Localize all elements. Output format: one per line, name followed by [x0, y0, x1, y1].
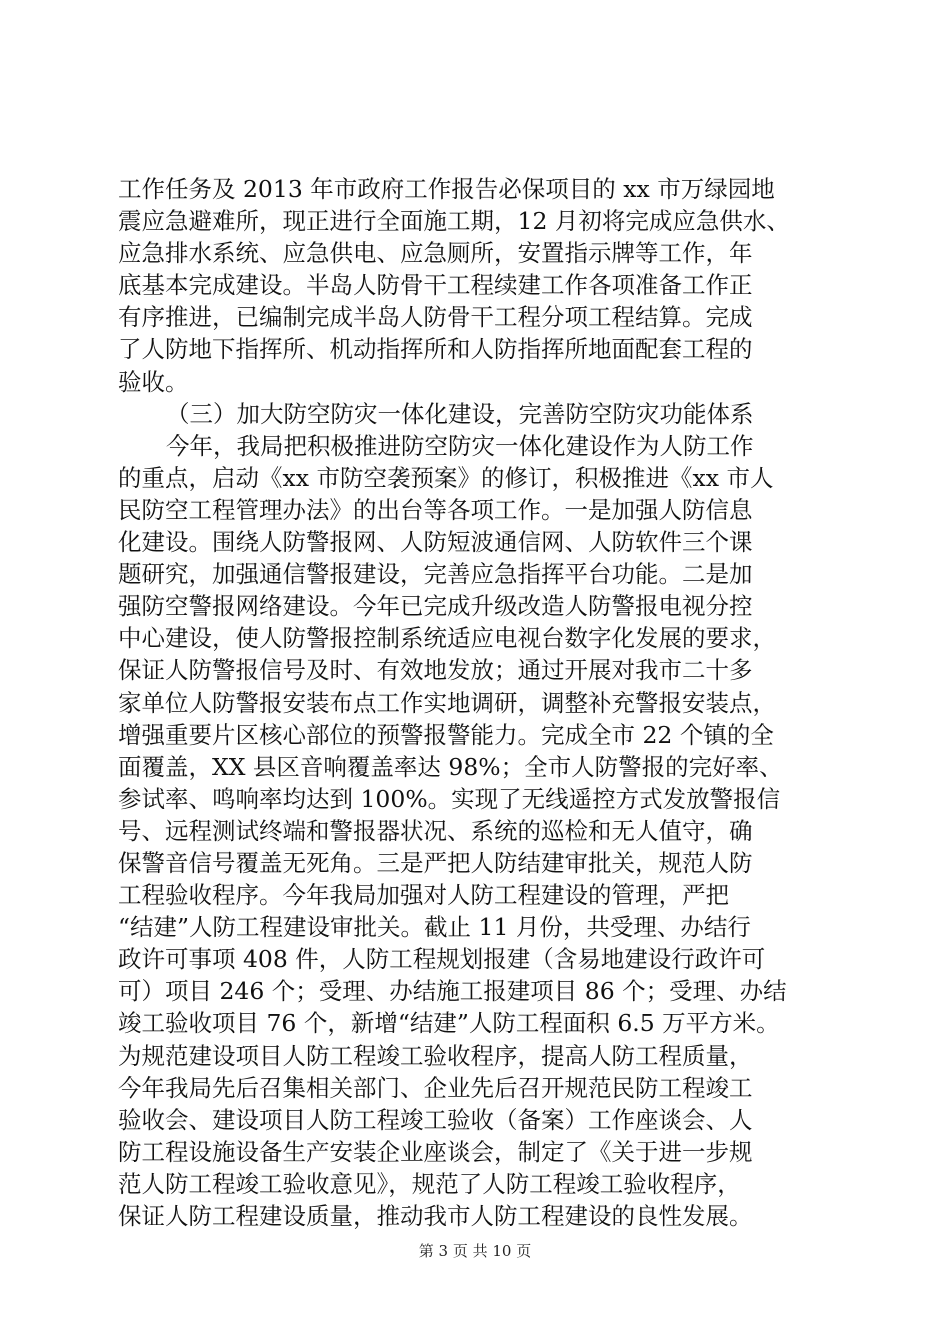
section-heading: （三）加大防空防灾一体化建设，完善防空防灾功能体系 [166, 399, 754, 428]
text-line: 有序推进，已编制完成半岛人防骨干工程分项工程结算。完成 [118, 303, 753, 332]
text-line: 验收会、建设项目人防工程竣工验收（备案）工作座谈会、人 [118, 1105, 753, 1134]
text-line: 今年我局先后召集相关部门、企业先后召开规范民防工程竣工 [118, 1073, 753, 1102]
text-line: 中心建设，使人防警报控制系统适应电视台数字化发展的要求， [118, 624, 776, 653]
text-line: 防工程设施设备生产安装企业座谈会，制定了《关于进一步规 [118, 1137, 753, 1166]
text-line: 的重点，启动《xx 市防空袭预案》的修订，积极推进《xx 市人 [118, 463, 774, 492]
text-line: 底基本完成建设。半岛人防骨干工程续建工作各项准备工作正 [118, 271, 753, 300]
text-line: 强防空警报网络建设。今年已完成升级改造人防警报电视分控 [118, 592, 753, 621]
text-line: 化建设。围绕人防警报网、人防短波通信网、人防软件三个课 [118, 528, 753, 557]
text-line: 工作任务及 2013 年市政府工作报告必保项目的 xx 市万绿园地 [118, 175, 775, 203]
text-line: 保证人防工程建设质量，推动我市人防工程建设的良性发展。 [118, 1202, 753, 1230]
document-body [118, 173, 838, 1232]
text-line: 号、远程测试终端和警报器状况、系统的巡检和无人值守，确 [118, 816, 753, 845]
text-line: 应急排水系统、应急供电、应急厕所，安置指示牌等工作，年 [118, 239, 753, 268]
text-line: 震应急避难所，现正进行全面施工期，12 月初将完成应急供水、 [118, 207, 790, 236]
text-line: 范人防工程竣工验收意见》，规范了人防工程竣工验收程序， [118, 1169, 741, 1198]
text-line: 竣工验收项目 76 个，新增“结建”人防工程面积 6.5 万平方米。 [118, 1009, 780, 1038]
text-line: 增强重要片区核心部位的预警报警能力。完成全市 22 个镇的全 [118, 720, 774, 749]
text-line: 了人防地下指挥所、机动指挥所和人防指挥所地面配套工程的 [118, 335, 753, 364]
text-line: 为规范建设项目人防工程竣工验收程序，提高人防工程质量， [118, 1041, 753, 1070]
text-line: 参试率、鸣响率均达到 100%。实现了无线遥控方式发放警报信 [118, 784, 781, 813]
text-line: 家单位人防警报安装布点工作实地调研，调整补充警报安装点， [118, 688, 776, 717]
text-line: “结建”人防工程建设审批关。截止 11 月份，共受理、办结行 [118, 913, 751, 942]
text-line: 保警音信号覆盖无死角。三是严把人防结建审批关，规范人防 [118, 848, 753, 877]
text-line: 今年，我局把积极推进防空防灾一体化建设作为人防工作 [166, 431, 754, 460]
page-number-footer: 第 3 页 共 10 页 [418, 1242, 532, 1260]
text-line: 工程验收程序。今年我局加强对人防工程建设的管理，严把 [118, 881, 729, 910]
text-line: 验收。 [118, 367, 189, 396]
text-line: 民防空工程管理办法》的出台等各项工作。一是加强人防信息 [118, 495, 753, 524]
text-line: 面覆盖，XX 县区音响覆盖率达 98%；全市人防警报的完好率、 [118, 752, 783, 781]
text-line: 保证人防警报信号及时、有效地发放；通过开展对我市二十多 [118, 656, 753, 685]
text-line: 政许可事项 408 件，人防工程规划报建（含易地建设行政许可 [118, 945, 766, 974]
text-line: 题研究，加强通信警报建设，完善应急指挥平台功能。二是加 [118, 560, 753, 589]
text-line: 可）项目 246 个；受理、办结施工报建项目 86 个；受理、办结 [118, 977, 787, 1006]
